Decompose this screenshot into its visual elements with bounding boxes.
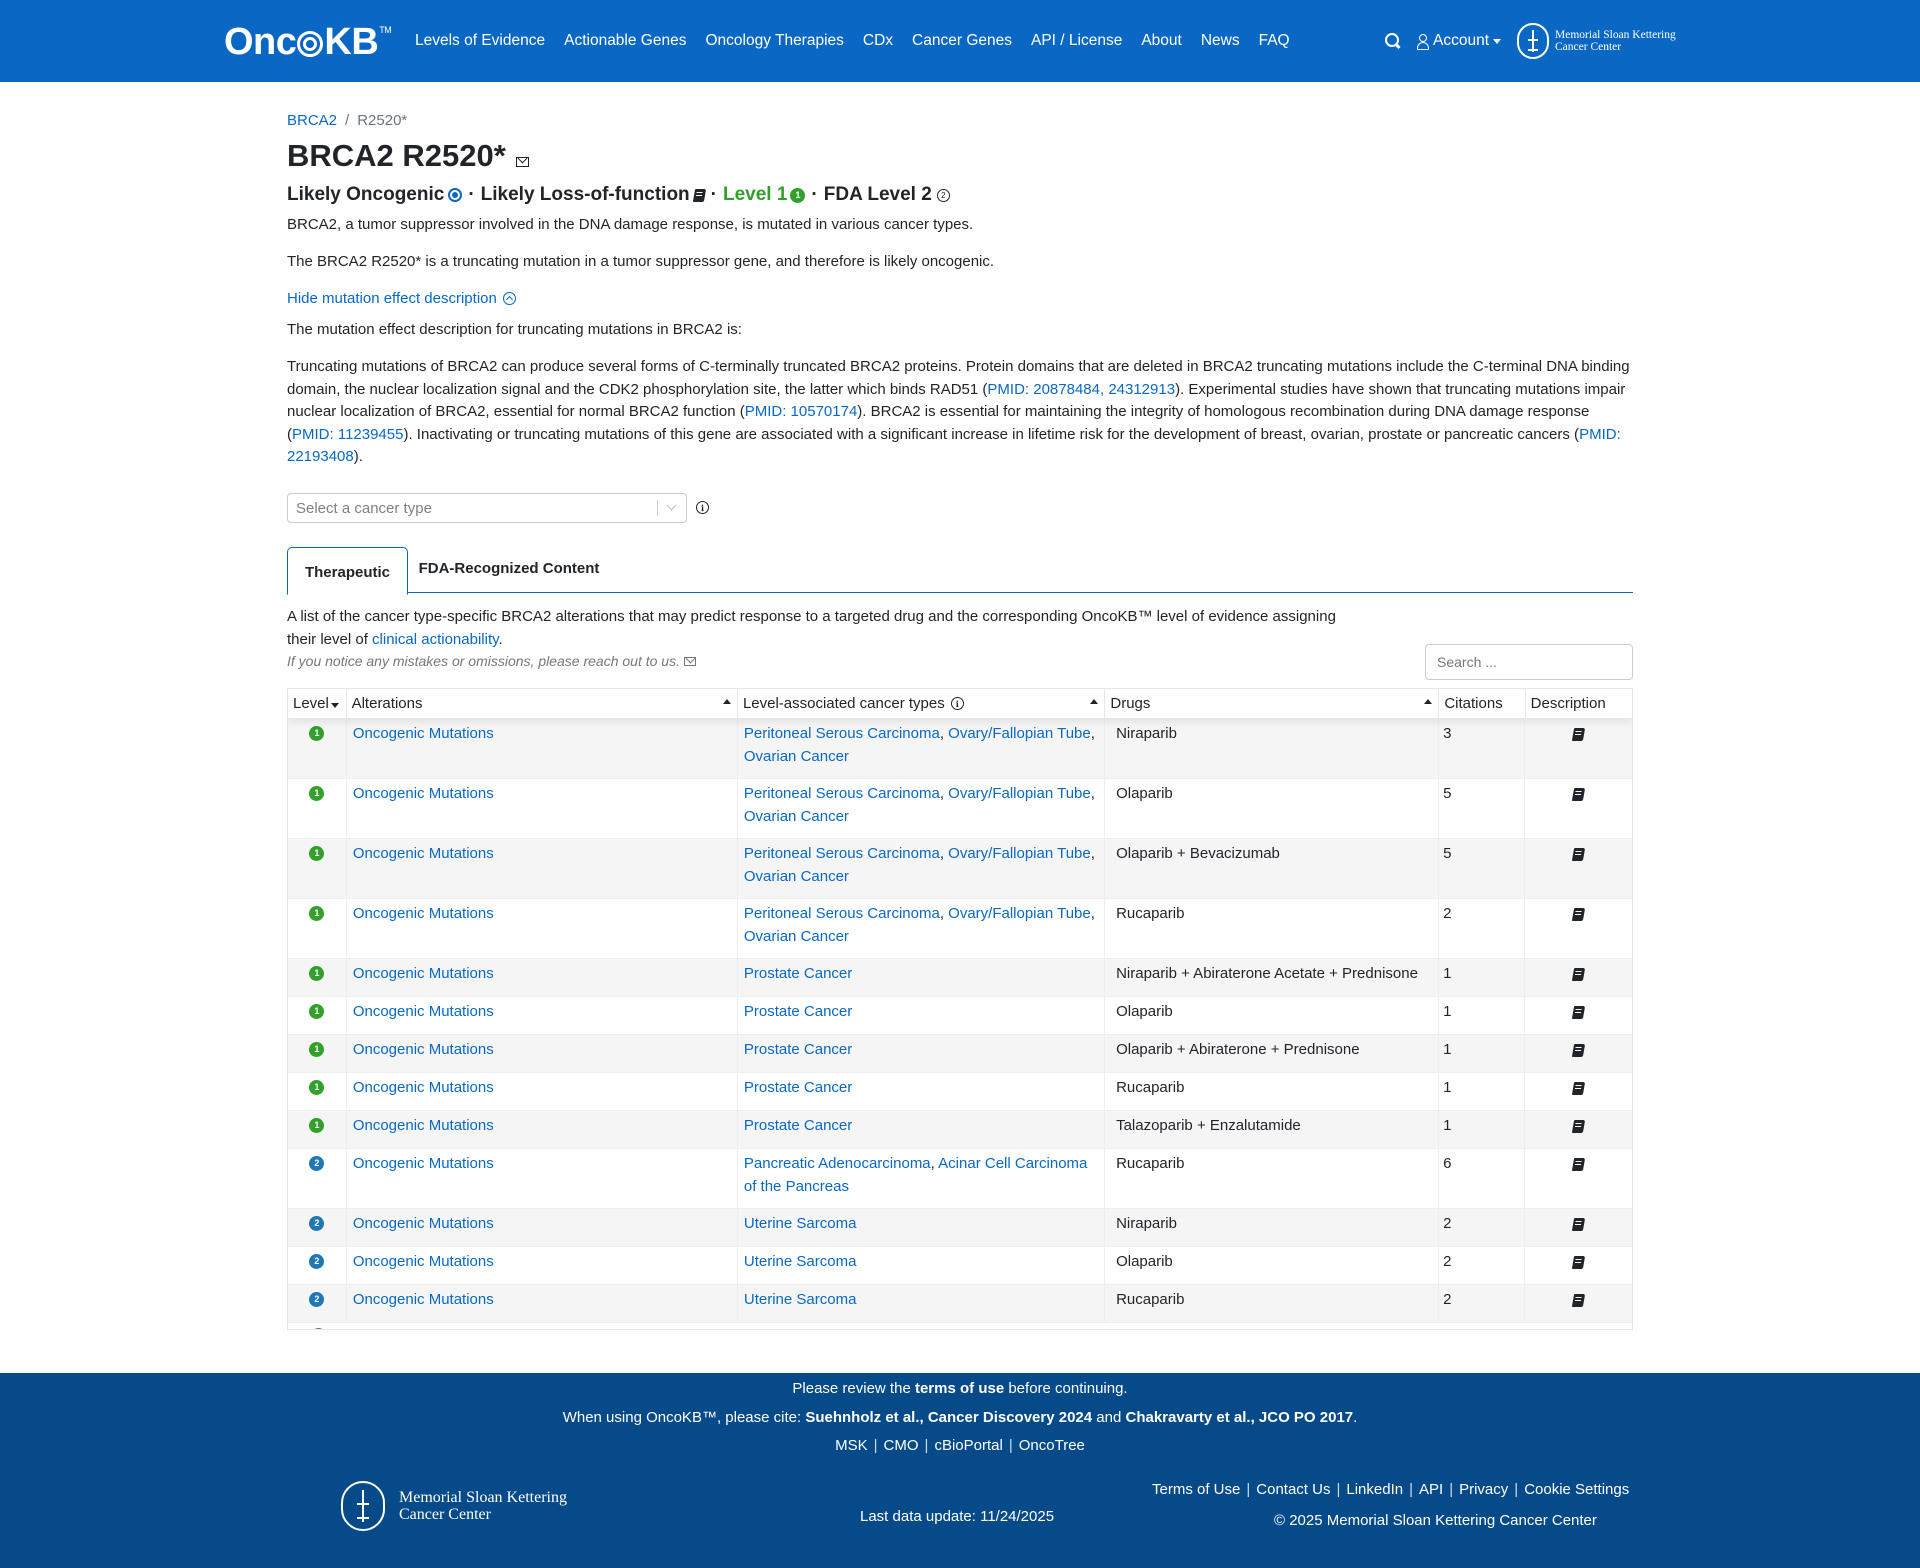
- hide-mutation-effect-link[interactable]: [287, 290, 516, 307]
- separator: |: [1246, 1481, 1251, 1498]
- book-icon[interactable]: [1572, 728, 1585, 741]
- sort-asc-icon: [1424, 699, 1432, 704]
- alteration-link[interactable]: Oncogenic Mutations: [352, 905, 494, 922]
- book-icon[interactable]: [1572, 1006, 1585, 1019]
- separator-dot: ·: [811, 184, 818, 205]
- cancer-type-link[interactable]: Peritoneal Serous Carcinoma: [743, 905, 940, 922]
- header-drugs-label: Drugs: [1110, 695, 1151, 712]
- account-label: Account: [1433, 32, 1490, 49]
- cancer-type-link[interactable]: Pancreatic Adenocarcinoma: [743, 1155, 931, 1172]
- comma: ,: [939, 725, 949, 742]
- msk-line1: Memorial Sloan Kettering: [399, 1489, 567, 1506]
- separator: |: [1336, 1481, 1341, 1498]
- level-1-icon[interactable]: 1: [309, 1118, 324, 1133]
- citations-cell[interactable]: 6: [1439, 1149, 1525, 1208]
- cancer-types-cell: [738, 899, 1105, 958]
- pmid-link[interactable]: PMID: 22193408: [287, 425, 1621, 465]
- citations-cell[interactable]: 5: [1439, 779, 1525, 838]
- cmo-link[interactable]: CMO: [883, 1437, 919, 1454]
- alteration-link[interactable]: Oncogenic Mutations: [352, 1003, 494, 1020]
- cookie-settings-link[interactable]: Cookie Settings: [1524, 1481, 1630, 1498]
- description-cell: [1525, 1247, 1632, 1284]
- alteration-cell: [347, 1149, 738, 1208]
- drugs-cell: Niraparib: [1105, 1209, 1439, 1246]
- sort-asc-icon: [1090, 699, 1098, 704]
- alteration-cell: [347, 1111, 738, 1148]
- citations-cell[interactable]: 1: [1439, 1035, 1525, 1072]
- msk-line2: Cancer Center: [1555, 41, 1622, 53]
- chevron-down-icon[interactable]: [658, 494, 686, 522]
- nav-api-license[interactable]: API / License: [1031, 32, 1123, 49]
- alteration-cell: [347, 779, 738, 838]
- page-title-text: BRCA2 R2520*: [287, 138, 506, 173]
- description-cell: [1525, 1073, 1632, 1110]
- effect-text: ). Experimental studies have shown that truncating mutations impair nuclear localization of BRCA2, essential for normal BRCA2 function (: [287, 380, 1626, 420]
- terms-of-use-footer-link[interactable]: Terms of Use: [1152, 1481, 1241, 1498]
- effect-text: ). BRCA2 is essential for maintaining the integrity of homologous recombination during DNA damage response (: [287, 403, 1590, 443]
- variant-summary: The BRCA2 R2520* is a truncating mutation in a tumor suppressor gene, and therefore is likely oncogenic.: [287, 253, 995, 270]
- table-description-end: .: [498, 630, 503, 648]
- drugs-cell: Rucaparib: [1105, 1149, 1439, 1208]
- separator-dot: ·: [468, 184, 475, 205]
- cancer-type-link[interactable]: Peritoneal Serous Carcinoma: [743, 785, 940, 802]
- info-icon[interactable]: i: [696, 501, 709, 514]
- drugs-cell: Niraparib + Abiraterone Acetate + Prednisone: [1105, 959, 1439, 996]
- oncokb-logo[interactable]: [224, 22, 391, 62]
- citations-cell[interactable]: 2: [1439, 1247, 1525, 1284]
- alteration-cell: [347, 1247, 738, 1284]
- breadcrumb-gene[interactable]: BRCA2: [287, 112, 338, 129]
- cite-pre: When using OncoKB™, please cite:: [562, 1409, 806, 1426]
- table-row: [288, 1149, 1632, 1209]
- msk-emblem-icon: [341, 1481, 385, 1531]
- cancer-types-cell: [738, 1111, 1105, 1148]
- header-description-label: Description: [1530, 695, 1606, 712]
- drugs-cell: Olaparib + Abiraterone + Prednisone: [1105, 1035, 1439, 1072]
- table-description-text: A list of the cancer type-specific BRCA2 alterations that may predict response to a targeted drug and the corresponding OncoKB™ level of evidence assigning their level of: [287, 608, 1336, 648]
- book-icon[interactable]: [1572, 1082, 1585, 1095]
- sort-desc-icon: [331, 703, 339, 708]
- cancer-types-cell: [738, 1209, 1105, 1246]
- nav-faq[interactable]: FAQ: [1258, 32, 1290, 49]
- book-icon[interactable]: [1572, 908, 1585, 921]
- last-data-update: Last data update: 11/24/2025: [860, 1508, 1055, 1525]
- logo-tm: TM: [379, 25, 392, 35]
- api-link[interactable]: API: [1419, 1481, 1444, 1498]
- tab-bar: [287, 547, 1633, 593]
- level-cell: [288, 1285, 347, 1322]
- citation-link-2[interactable]: Chakravarty et al., JCO PO 2017: [1125, 1409, 1354, 1426]
- msk-emblem-icon: [1517, 23, 1549, 59]
- copyright: © 2025 Memorial Sloan Kettering Cancer Center: [1274, 1512, 1597, 1529]
- chevron-up-circle-icon: [503, 292, 516, 305]
- description-cell: [1525, 1149, 1632, 1208]
- separator: |: [1409, 1481, 1413, 1498]
- separator: |: [873, 1437, 878, 1454]
- table-row: [288, 899, 1632, 959]
- cancer-types-cell: [738, 839, 1105, 898]
- mail-icon[interactable]: [516, 157, 529, 167]
- level-cell: [288, 1247, 347, 1284]
- alteration-link[interactable]: Oncogenic Mutations: [352, 1253, 494, 1270]
- oncogenic-icon[interactable]: [448, 188, 462, 202]
- nav-cdx[interactable]: CDx: [862, 32, 894, 49]
- table-row-partial: [288, 1323, 1632, 1330]
- alteration-cell: [347, 1209, 738, 1246]
- table-description: [287, 606, 1337, 651]
- variant-annotation-summary: [287, 184, 950, 206]
- citations-cell[interactable]: 2: [1439, 1285, 1525, 1322]
- comma: ,: [1090, 725, 1095, 742]
- header-cancer-types-label: Level-associated cancer types: [742, 695, 945, 712]
- header-cancer-types[interactable]: [738, 689, 1105, 718]
- contact-us-link[interactable]: Contact Us: [1256, 1481, 1331, 1498]
- pmid-link[interactable]: PMID: 20878484, 24312913: [987, 380, 1176, 398]
- alteration-link[interactable]: Oncogenic Mutations: [352, 1215, 494, 1232]
- msk-logo-text: [1555, 29, 1676, 53]
- breadcrumb-separator: /: [345, 112, 350, 129]
- msk-logo-text: [399, 1489, 567, 1523]
- info-icon[interactable]: i: [951, 697, 964, 710]
- drugs-cell: Rucaparib: [1105, 899, 1439, 958]
- linkedin-link[interactable]: LinkedIn: [1346, 1481, 1404, 1498]
- citations-cell[interactable]: 1: [1439, 1073, 1525, 1110]
- table-body: [288, 719, 1632, 1330]
- level-1-icon[interactable]: 1: [309, 786, 324, 801]
- terms-post: before continuing.: [1004, 1380, 1128, 1397]
- alteration-cell: [347, 1073, 738, 1110]
- pmid-link[interactable]: PMID: 10570174: [744, 403, 858, 420]
- cancer-types-cell: [738, 959, 1105, 996]
- alteration-cell: [347, 1285, 738, 1322]
- book-icon[interactable]: [1572, 1158, 1585, 1171]
- description-cell: [1525, 959, 1632, 996]
- cancer-type-link[interactable]: Peritoneal Serous Carcinoma: [743, 845, 940, 862]
- mail-icon[interactable]: [684, 657, 696, 666]
- cancer-type-link[interactable]: Prostate Cancer: [743, 1117, 853, 1134]
- user-icon: [1417, 34, 1429, 49]
- breadcrumb: [287, 112, 407, 129]
- table-row: [288, 719, 1632, 779]
- citations-cell[interactable]: 2: [1439, 899, 1525, 958]
- table-row: [288, 1035, 1632, 1073]
- cancer-type-link[interactable]: Peritoneal Serous Carcinoma: [743, 725, 940, 742]
- comma: ,: [1090, 785, 1095, 802]
- book-icon[interactable]: [1572, 1256, 1585, 1269]
- level-2-icon[interactable]: 2: [309, 1292, 324, 1307]
- citations-cell[interactable]: 1: [1439, 997, 1525, 1034]
- separator-dot: ·: [710, 184, 717, 205]
- level-cell: [288, 839, 347, 898]
- nav-oncology-therapies[interactable]: Oncology Therapies: [705, 32, 844, 49]
- drugs-cell: Rucaparib: [1105, 1285, 1439, 1322]
- logo-text-onc: Onc: [224, 21, 297, 63]
- page-title: [287, 138, 529, 174]
- cite-end: .: [1353, 1409, 1358, 1426]
- description-cell: [1525, 839, 1632, 898]
- cbioportal-link[interactable]: cBioPortal: [934, 1437, 1003, 1454]
- drugs-cell: Olaparib: [1105, 779, 1439, 838]
- level-1-icon[interactable]: 1: [790, 188, 805, 203]
- effect-text: Truncating mutations of BRCA2 can produce several forms of C-terminally truncated BRCA2 proteins. Protein domains that are deleted in BRCA2 truncating mutations include the C-terminal DNA binding domain, the nuclear localization signal and the CDK2 phosphorylation site, the latter which binds RAD51 (: [287, 358, 1630, 398]
- cancer-type-link[interactable]: Prostate Cancer: [743, 1041, 853, 1058]
- cancer-type-link[interactable]: Ovary/Fallopian Tube: [948, 785, 1091, 802]
- level-icon: [311, 1328, 326, 1330]
- alteration-cell: [347, 997, 738, 1034]
- footer-msk-logo[interactable]: [341, 1481, 567, 1531]
- msk-line2: Cancer Center: [399, 1506, 491, 1523]
- therapeutic-table: [287, 688, 1633, 1330]
- feedback-notice: [287, 653, 696, 669]
- table-row: [288, 1073, 1632, 1111]
- level-cell: [288, 719, 347, 778]
- header-level-label: Level: [293, 695, 329, 712]
- terms-of-use-link[interactable]: terms of use: [914, 1380, 1005, 1397]
- alteration-link[interactable]: Oncogenic Mutations: [352, 1291, 494, 1308]
- drugs-cell: Olaparib: [1105, 997, 1439, 1034]
- drugs-cell: Talazoparib + Enzalutamide: [1105, 1111, 1439, 1148]
- header-citations[interactable]: [1439, 689, 1525, 718]
- citations-cell[interactable]: 2: [1439, 1209, 1525, 1246]
- cancer-types-cell: [738, 997, 1105, 1034]
- level-cell: [288, 1073, 347, 1110]
- level-cell: [288, 1111, 347, 1148]
- alteration-cell: [347, 959, 738, 996]
- description-cell: [1525, 1035, 1632, 1072]
- level-cell: [288, 1209, 347, 1246]
- book-icon[interactable]: [1572, 968, 1585, 981]
- gene-summary: BRCA2, a tumor suppressor involved in the DNA damage response, is mutated in various cancer types.: [287, 216, 974, 233]
- table-row: [288, 839, 1632, 899]
- alteration-link[interactable]: Oncogenic Mutations: [352, 1041, 494, 1058]
- table-header: [288, 689, 1632, 719]
- footer-links: [1152, 1481, 1629, 1498]
- drugs-cell: Niraparib: [1105, 719, 1439, 778]
- drugs-cell: Olaparib: [1105, 1247, 1439, 1284]
- book-icon[interactable]: [1572, 788, 1585, 801]
- level-2-icon[interactable]: 2: [309, 1254, 324, 1269]
- level-2-icon[interactable]: 2: [309, 1216, 324, 1231]
- sort-asc-icon: [723, 699, 731, 704]
- cancer-type-link[interactable]: Ovary/Fallopian Tube: [948, 845, 1091, 862]
- tab-therapeutic[interactable]: Therapeutic: [287, 547, 408, 595]
- footer: [0, 1373, 1920, 1568]
- alteration-link[interactable]: Oncogenic Mutations: [352, 725, 494, 742]
- account-dropdown[interactable]: [1417, 32, 1501, 50]
- table-row: [288, 1111, 1632, 1149]
- cancer-type-link[interactable]: Prostate Cancer: [743, 965, 853, 982]
- alteration-link[interactable]: Oncogenic Mutations: [352, 785, 494, 802]
- nav-news[interactable]: News: [1200, 32, 1240, 49]
- cancer-types-cell: [738, 779, 1105, 838]
- level-cell: [288, 997, 347, 1034]
- fda-level-2-icon[interactable]: 2: [937, 189, 950, 202]
- citations-cell[interactable]: 1: [1439, 959, 1525, 996]
- effect-text: ). Inactivating or truncating mutations of this gene are associated with a significant increase in lifetime risk for the development of breast, ovarian, prostate or pancreatic cancers (: [403, 425, 1580, 443]
- header-drugs[interactable]: [1105, 689, 1439, 718]
- msk-line1: Memorial Sloan Kettering: [1555, 29, 1676, 41]
- description-cell: [1525, 1285, 1632, 1322]
- cancer-types-cell: [738, 1035, 1105, 1072]
- top-navbar: [0, 0, 1920, 82]
- cancer-type-link[interactable]: Ovarian Cancer: [743, 867, 849, 885]
- external-links: [0, 1437, 1920, 1454]
- comma: ,: [939, 905, 949, 922]
- alteration-link[interactable]: Oncogenic Mutations: [352, 845, 494, 862]
- book-icon[interactable]: [1572, 1044, 1585, 1057]
- citation-link-1[interactable]: Suehnholz et al., Cancer Discovery 2024: [805, 1409, 1093, 1426]
- mutation-effect-label: Likely Loss-of-function: [480, 184, 690, 205]
- caret-down-icon: [1493, 39, 1501, 44]
- book-icon[interactable]: [1572, 848, 1585, 861]
- description-cell: [1525, 719, 1632, 778]
- cancer-type-link[interactable]: Ovary/Fallopian Tube: [948, 725, 1091, 742]
- cancer-type-link[interactable]: Ovarian Cancer: [743, 747, 849, 765]
- citations-cell[interactable]: 3: [1439, 719, 1525, 778]
- cancer-type-select[interactable]: [287, 493, 687, 523]
- description-cell: [1525, 1209, 1632, 1246]
- level-1-icon[interactable]: 1: [309, 1080, 324, 1095]
- description-cell: [1525, 1111, 1632, 1148]
- select-placeholder: Select a cancer type: [296, 499, 432, 517]
- drugs-cell: Rucaparib: [1105, 1073, 1439, 1110]
- msk-link[interactable]: MSK: [835, 1437, 868, 1454]
- effect-text: ).: [353, 448, 363, 465]
- separator: |: [1514, 1481, 1519, 1498]
- tab-fda-recognized-content[interactable]: FDA-Recognized Content: [418, 559, 600, 577]
- alteration-cell: [347, 1035, 738, 1072]
- alteration-cell: [347, 839, 738, 898]
- nav-levels-of-evidence[interactable]: Levels of Evidence: [415, 32, 546, 49]
- level-1-icon[interactable]: 1: [309, 1042, 324, 1057]
- breadcrumb-alteration: R2520*: [357, 112, 408, 129]
- level-cell: [288, 959, 347, 996]
- alteration-link[interactable]: Oncogenic Mutations: [352, 1117, 494, 1134]
- book-icon[interactable]: [1572, 1218, 1585, 1231]
- fda-level-label: FDA Level 2: [823, 184, 932, 205]
- terms-notice: [0, 1380, 1920, 1397]
- hide-link-label: Hide mutation effect description: [287, 290, 497, 307]
- cancer-type-link[interactable]: Ovarian Cancer: [743, 807, 849, 825]
- level-cell: [288, 1035, 347, 1072]
- separator: |: [1449, 1481, 1454, 1498]
- comma: ,: [930, 1155, 939, 1172]
- description-cell: [1525, 779, 1632, 838]
- separator: |: [1008, 1437, 1013, 1454]
- comma: ,: [939, 785, 949, 802]
- oncotree-link[interactable]: OncoTree: [1018, 1437, 1085, 1454]
- header-alterations-label: Alterations: [351, 695, 423, 712]
- table-row: [288, 1285, 1632, 1323]
- cancer-type-link[interactable]: Acinar Cell Carcinoma of the Pancreas: [743, 1155, 1088, 1195]
- pmid-link[interactable]: PMID: 11239455: [292, 425, 404, 443]
- table-row: [288, 1209, 1632, 1247]
- separator: |: [924, 1437, 929, 1454]
- cancer-types-cell: [738, 1149, 1105, 1208]
- level-1-icon[interactable]: 1: [309, 966, 324, 981]
- alteration-link[interactable]: Oncogenic Mutations: [352, 1079, 494, 1096]
- comma: ,: [1090, 905, 1095, 922]
- level-1-icon[interactable]: 1: [309, 906, 324, 921]
- alteration-link[interactable]: Oncogenic Mutations: [352, 965, 494, 982]
- nav-cancer-genes[interactable]: Cancer Genes: [912, 32, 1012, 49]
- citations-cell[interactable]: 5: [1439, 839, 1525, 898]
- level-cell: [288, 899, 347, 958]
- cancer-types-cell: [738, 719, 1105, 778]
- mutation-effect-intro: The mutation effect description for truncating mutations in BRCA2 is:: [287, 321, 742, 338]
- search-icon[interactable]: [1385, 33, 1401, 49]
- cancer-types-cell: [738, 1285, 1105, 1322]
- privacy-link[interactable]: Privacy: [1459, 1481, 1509, 1498]
- nav-links: [415, 0, 1309, 82]
- comma: ,: [939, 845, 949, 862]
- alteration-cell: [347, 899, 738, 958]
- level-1-icon[interactable]: 1: [309, 846, 324, 861]
- nav-actionable-genes[interactable]: Actionable Genes: [564, 32, 687, 49]
- cancer-types-cell: [738, 1247, 1105, 1284]
- terms-pre: Please review the: [792, 1380, 915, 1397]
- citations-cell[interactable]: 1: [1439, 1111, 1525, 1148]
- table-row: [288, 779, 1632, 839]
- alteration-link[interactable]: Oncogenic Mutations: [352, 1155, 494, 1172]
- header-citations-label: Citations: [1444, 695, 1503, 712]
- cancer-type-link[interactable]: Uterine Sarcoma: [743, 1291, 857, 1308]
- citation-notice: [0, 1409, 1920, 1426]
- header-alterations[interactable]: [347, 689, 738, 718]
- cancer-type-link[interactable]: Ovarian Cancer: [743, 927, 849, 945]
- alteration-cell: [347, 719, 738, 778]
- mutation-effect-description: [287, 356, 1633, 469]
- table-row: [288, 997, 1632, 1035]
- table-search-input[interactable]: Search ...: [1425, 644, 1633, 680]
- cancer-types-cell: [738, 1073, 1105, 1110]
- level-cell: [288, 779, 347, 838]
- cancer-type-link[interactable]: Prostate Cancer: [743, 1003, 853, 1020]
- logo-text-kb: KB: [324, 21, 379, 63]
- oncogenicity-label: Likely Oncogenic: [287, 184, 445, 205]
- description-cell: [1525, 899, 1632, 958]
- level-2-icon[interactable]: 2: [309, 1156, 324, 1171]
- cancer-type-link[interactable]: Uterine Sarcoma: [743, 1253, 857, 1270]
- level-1-icon[interactable]: 1: [309, 1004, 324, 1019]
- header-level[interactable]: [288, 689, 347, 718]
- level-cell: [288, 1149, 347, 1208]
- drugs-cell: Olaparib + Bevacizumab: [1105, 839, 1439, 898]
- book-icon[interactable]: [1572, 1294, 1585, 1307]
- book-icon[interactable]: [1572, 1120, 1585, 1133]
- nav-right: [1385, 0, 1676, 82]
- cancer-type-link[interactable]: Ovary/Fallopian Tube: [948, 905, 1091, 922]
- nav-about[interactable]: About: [1141, 32, 1182, 49]
- highest-level-label: Level 1: [722, 184, 788, 205]
- clinical-actionability-link[interactable]: clinical actionability: [372, 630, 499, 648]
- header-description: [1526, 689, 1632, 718]
- description-cell: [1525, 997, 1632, 1034]
- cancer-type-link[interactable]: Uterine Sarcoma: [743, 1215, 857, 1232]
- cite-and: and: [1092, 1409, 1126, 1426]
- book-icon[interactable]: [693, 189, 706, 202]
- msk-logo[interactable]: [1517, 23, 1676, 59]
- logo-target-icon: [297, 31, 323, 57]
- level-1-icon[interactable]: 1: [309, 726, 324, 741]
- table-row: [288, 959, 1632, 997]
- feedback-notice-text: If you notice any mistakes or omissions, please reach out to us.: [287, 653, 680, 669]
- comma: ,: [1090, 845, 1095, 862]
- table-row: [288, 1247, 1632, 1285]
- cancer-type-link[interactable]: Prostate Cancer: [743, 1079, 853, 1096]
